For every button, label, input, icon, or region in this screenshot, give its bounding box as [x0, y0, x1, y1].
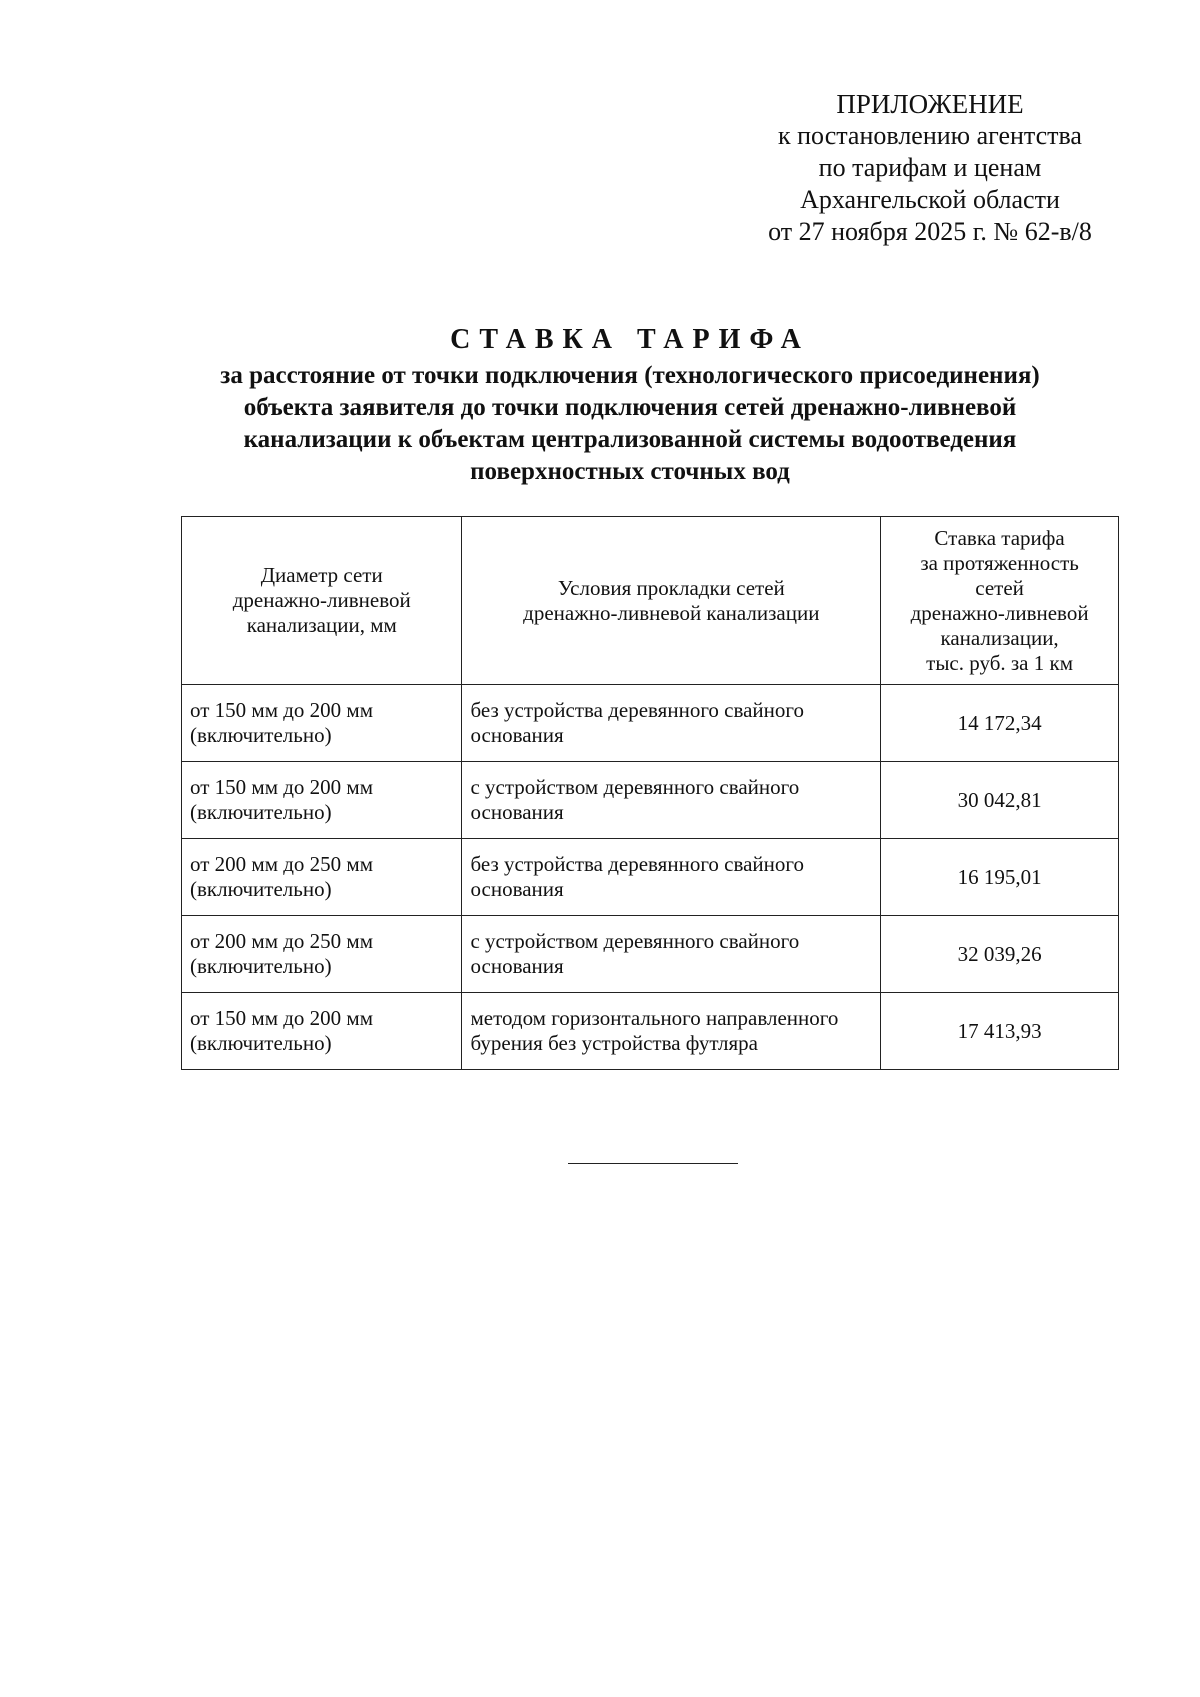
title-subtitle-line: объекта заявителя до точки подключения сетей дренажно-ливневой	[243, 394, 1017, 421]
cell-conditions	[462, 685, 881, 762]
cell-text: от 150 мм до 200 мм	[190, 1006, 373, 1030]
appendix-line: к постановлению агентства	[778, 121, 1082, 150]
header-rate	[881, 517, 1119, 685]
appendix-block	[740, 88, 1120, 248]
cell-text: основания	[470, 877, 564, 901]
header-text: дренажно-ливневой	[232, 588, 411, 612]
header-text: за протяженность	[920, 550, 1079, 575]
table-row	[182, 839, 1119, 916]
cell-conditions	[462, 916, 881, 993]
cell-text: (включительно)	[190, 954, 332, 978]
cell-text: (включительно)	[190, 800, 332, 824]
cell-conditions	[462, 762, 881, 839]
header-text: Диаметр сети	[260, 563, 383, 587]
cell-text: (включительно)	[190, 1031, 332, 1055]
header-conditions	[462, 517, 881, 685]
cell-diameter	[182, 685, 462, 762]
header-text: канализации,	[940, 625, 1059, 650]
appendix-line: Архангельской области	[800, 185, 1060, 214]
cell-text: бурения без устройства футляра	[470, 1031, 759, 1055]
appendix-line: от 27 ноября 2025 г. № 62-в/8	[768, 217, 1092, 246]
cell-text: основания	[470, 954, 564, 978]
closing-rule	[568, 1163, 738, 1164]
header-text: сетей	[975, 575, 1024, 600]
table-row	[182, 993, 1119, 1070]
header-text: канализации, мм	[246, 613, 397, 637]
cell-rate: 32 039,26	[881, 916, 1119, 993]
cell-text: без устройства деревянного свайного	[470, 698, 805, 722]
cell-text: от 200 мм до 250 мм	[190, 852, 373, 876]
header-text: дренажно-ливневой канализации	[523, 600, 820, 625]
table-row	[182, 762, 1119, 839]
cell-text: с устройством деревянного свайного	[470, 929, 800, 953]
appendix-line: по тарифам и ценам	[818, 153, 1042, 182]
document-title	[150, 322, 1110, 488]
cell-text: (включительно)	[190, 723, 332, 747]
cell-text: основания	[470, 723, 564, 747]
table-header-row	[182, 517, 1119, 685]
header-text: тыс. руб. за 1 км	[926, 650, 1073, 675]
cell-rate: 14 172,34	[881, 685, 1119, 762]
cell-text: без устройства деревянного свайного	[470, 852, 805, 876]
cell-text: основания	[470, 800, 564, 824]
title-subtitle-line: за расстояние от точки подключения (технологического присоединения)	[220, 362, 1040, 389]
cell-text: методом горизонтального направленного	[470, 1006, 839, 1030]
title-subtitle-line: канализации к объектам централизованной системы водоотведения	[243, 426, 1017, 453]
cell-conditions	[462, 839, 881, 916]
cell-rate: 17 413,93	[881, 993, 1119, 1070]
table-row	[182, 685, 1119, 762]
tariff-table	[181, 516, 1119, 1070]
cell-text: (включительно)	[190, 877, 332, 901]
appendix-heading: ПРИЛОЖЕНИЕ	[836, 89, 1024, 119]
cell-text: от 200 мм до 250 мм	[190, 929, 373, 953]
title-main: СТАВКА ТАРИФА	[450, 324, 810, 355]
cell-diameter	[182, 993, 462, 1070]
header-text: Условия прокладки сетей	[557, 575, 785, 600]
cell-conditions	[462, 993, 881, 1070]
cell-diameter	[182, 839, 462, 916]
title-subtitle-line: поверхностных сточных вод	[470, 458, 790, 485]
table-row	[182, 916, 1119, 993]
cell-text: от 150 мм до 200 мм	[190, 775, 373, 799]
cell-text: от 150 мм до 200 мм	[190, 698, 373, 722]
cell-text: с устройством деревянного свайного	[470, 775, 800, 799]
cell-rate: 16 195,01	[881, 839, 1119, 916]
header-diameter	[182, 517, 462, 685]
header-text: Ставка тарифа	[934, 525, 1065, 550]
header-text: дренажно-ливневой	[910, 600, 1089, 625]
cell-rate: 30 042,81	[881, 762, 1119, 839]
cell-diameter	[182, 762, 462, 839]
title-subtitle	[150, 360, 1110, 488]
cell-diameter	[182, 916, 462, 993]
